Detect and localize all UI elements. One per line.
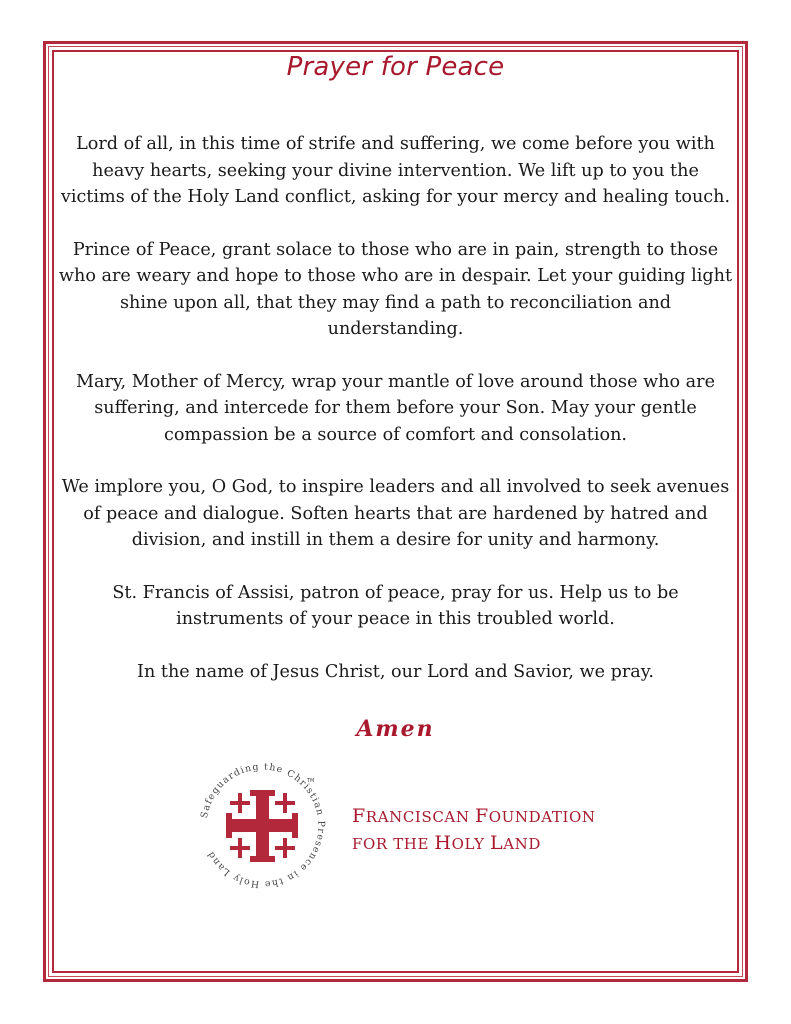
closing-amen: Amen <box>356 716 435 742</box>
jerusalem-cross-icon <box>195 758 330 893</box>
franciscan-foundation-seal <box>195 758 330 893</box>
prayer-paragraph <box>58 659 733 686</box>
seal-ring-text: Safeguarding the Christian Presence in the Holy Land <box>198 761 327 890</box>
prayer-line: Mary, Mother of Mercy, wrap your mantle of love around those who are <box>76 371 715 392</box>
prayer-paragraph <box>58 131 733 211</box>
prayer-line: shine upon all, that they may find a path to reconciliation and <box>119 292 672 313</box>
prayer-paragraph <box>58 474 733 554</box>
trademark-mark: TM <box>307 778 315 784</box>
org-line-2: FOR THE HOLY LAND <box>352 832 541 854</box>
prayer-line: victims of the Holy Land conflict, asking for your mercy and healing touch. <box>60 187 731 207</box>
prayer-paragraph <box>58 369 733 449</box>
prayer-line: suffering, and intercede for them before your Son. May your gentle <box>94 398 697 418</box>
prayer-line: division, and instill in them a desire for unity and harmony. <box>131 530 660 550</box>
prayer-line: Lord of all, in this time of strife and suffering, we come before you with <box>76 134 715 154</box>
prayer-line: heavy hearts, seeking your divine intervention. We lift up to you the <box>92 160 699 181</box>
prayer-line: compassion be a source of comfort and consolation. <box>163 424 628 445</box>
prayer-line: of peace and dialogue. Soften hearts that are hardened by hatred and <box>83 503 708 524</box>
prayer-paragraph <box>58 237 733 343</box>
prayer-line: We implore you, O God, to inspire leaders and all involved to seek avenues <box>61 477 730 497</box>
prayer-line: Prince of Peace, grant solace to those who are in pain, strength to those <box>72 239 719 260</box>
page-title: Prayer for Peace <box>286 52 505 82</box>
organization-name <box>352 803 596 857</box>
prayer-line: understanding. <box>327 319 464 339</box>
prayer-line: In the name of Jesus Christ, our Lord and Savior, we pray. <box>137 661 654 682</box>
prayer-line: who are weary and hope to those who are in despair. Let your guiding light <box>58 266 733 286</box>
prayer-paragraph <box>58 580 733 633</box>
prayer-body <box>58 131 733 711</box>
prayer-line: instruments of your peace in this troubled world. <box>176 609 615 629</box>
prayer-line: St. Francis of Assisi, patron of peace, pray for us. Help us to be <box>112 582 679 603</box>
org-line-1: FRANCISCAN FOUNDATION <box>352 805 596 827</box>
